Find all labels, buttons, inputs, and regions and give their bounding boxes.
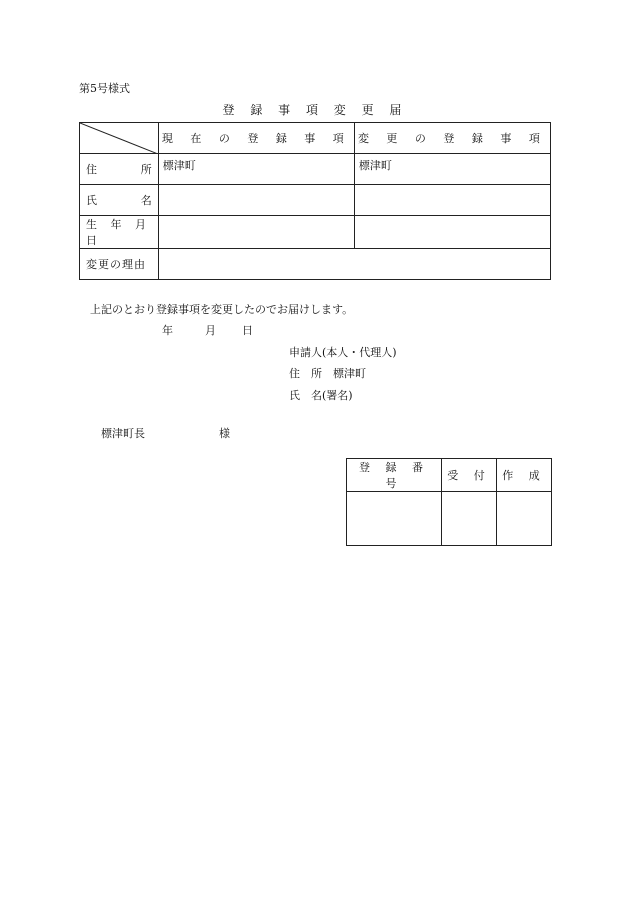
row-label-address [80, 154, 159, 185]
name-change-field[interactable] [354, 185, 550, 216]
addressee-mayor: 標津町長 [101, 427, 145, 440]
row-label-birthdate: 生 年 月 日 [80, 216, 159, 249]
registration-table [79, 122, 551, 280]
address-current-field[interactable]: 標津町 [158, 154, 354, 185]
birthdate-current-field[interactable] [158, 216, 354, 249]
address-label-first: 住 [86, 163, 97, 176]
address-change-field[interactable]: 標津町 [354, 154, 550, 185]
reg-number-field[interactable] [347, 492, 442, 546]
office-body-row [347, 492, 552, 546]
applicant-line-3: 氏 名(署名) [289, 389, 353, 402]
column-header-current: 現 在 の 登 録 事 項 [158, 123, 354, 154]
corner-cell [80, 123, 159, 154]
date-month-label: 月 [205, 324, 216, 337]
row-label-name [80, 185, 159, 216]
statement-text: 上記のとおり登録事項を変更したのでお届けします。 [90, 303, 354, 316]
form-number: 第5号様式 [79, 82, 130, 95]
date-year-label: 年 [162, 324, 173, 337]
table-row [80, 249, 551, 280]
column-header-change: 変 更 の 登 録 事 項 [354, 123, 550, 154]
office-header-reg-number: 登 録 番 号 [347, 459, 442, 492]
name-label-second: 名 [140, 194, 152, 207]
addressee-honorific: 様 [219, 427, 230, 440]
address-label-second: 所 [140, 163, 152, 176]
table-row [80, 216, 551, 249]
office-header-received: 受 付 [442, 459, 497, 492]
table-row [80, 185, 551, 216]
office-header-created: 作 成 [497, 459, 552, 492]
table-row [80, 154, 551, 185]
diagonal-line [80, 123, 158, 154]
table-header-row [80, 123, 551, 154]
applicant-line-2: 住 所 標津町 [289, 367, 366, 380]
name-label-first: 氏 [86, 194, 97, 207]
document-title: 登 録 事 項 変 更 届 [222, 103, 408, 117]
office-use-table [346, 458, 552, 546]
name-current-field[interactable] [158, 185, 354, 216]
created-field[interactable] [497, 492, 552, 546]
birthdate-change-field[interactable] [354, 216, 550, 249]
received-field[interactable] [442, 492, 497, 546]
office-header-row [347, 459, 552, 492]
applicant-line-1: 申請人(本人・代理人) [289, 346, 397, 359]
date-day-label: 日 [242, 324, 253, 337]
row-label-reason: 変更の理由 [80, 249, 159, 280]
date-line [162, 322, 253, 338]
reason-field[interactable] [158, 249, 550, 280]
